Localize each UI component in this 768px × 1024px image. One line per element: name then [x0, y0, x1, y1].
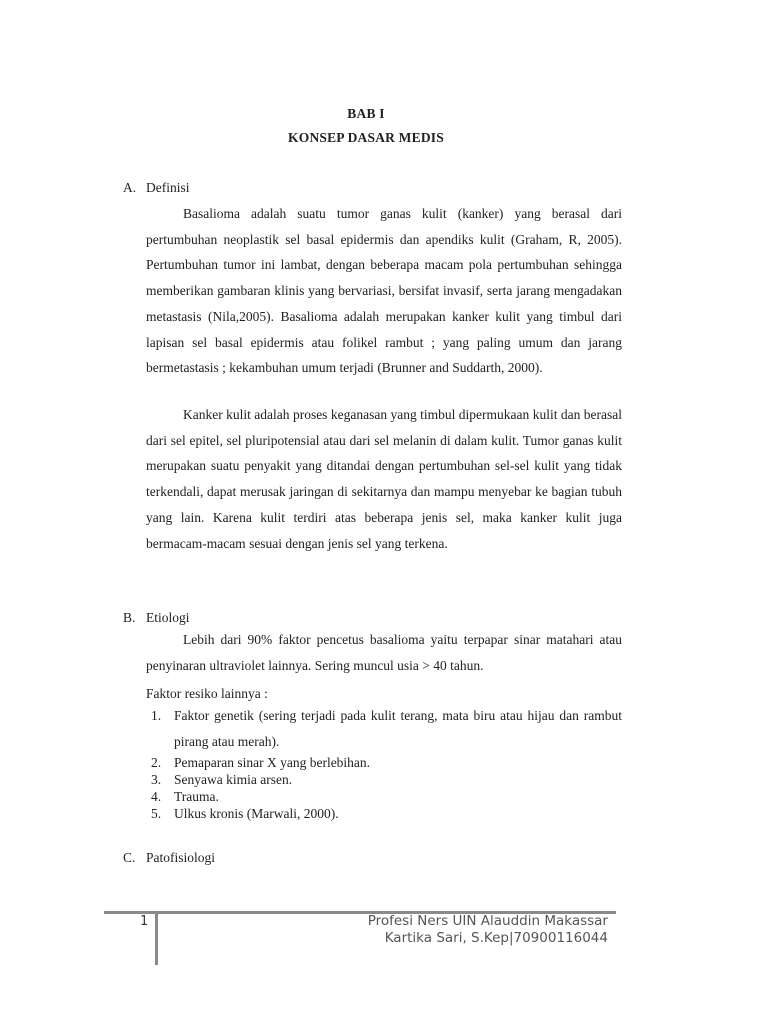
page-number: 1: [140, 914, 149, 929]
list-item-text: Trauma.: [174, 789, 219, 804]
list-item-text: Pemaparan sinar X yang berlebihan.: [174, 755, 371, 770]
list-item-number: 3.: [151, 772, 162, 787]
etiologi-paragraph: Lebih dari 90% faktor pencetus basalioma yaitu terpapar sinar matahari atau penyinaran ultraviolet lainnya. Sering muncul usia > 40 tahun.: [146, 632, 622, 673]
list-item-number: 4.: [151, 789, 162, 804]
footer-line-1: Profesi Ners UIN Alauddin Makassar: [367, 913, 608, 929]
faktor-resiko-intro: Faktor resiko lainnya :: [146, 686, 268, 701]
list-item-number: 1.: [151, 708, 162, 723]
chapter-number: BAB I: [347, 106, 385, 121]
section-b-marker: B.: [123, 610, 136, 625]
list-item-number: 2.: [151, 755, 162, 770]
list-item: [146, 788, 622, 805]
list-item-number: 5.: [151, 806, 162, 821]
definisi-paragraph-2: Kanker kulit adalah proses keganasan yang timbul dipermukaan kulit dan berasal dari sel epitel, sel pluripotensial atau dari sel melanin di dalam kulit. Tumor ganas kulit merupakan suatu penyakit yang ditandai dengan pertumbuhan sel-sel kulit yang tidak terkendali, dapat merusak jaringan di sekitarnya dan mampu menyebar ke bagian tubuh yang lain. Karena kulit terdiri atas beberapa jenis sel, maka kanker kulit juga bermacam-macam sesuai dengan jenis sel yang terkena.: [146, 407, 622, 551]
footer-line-2: Kartika Sari, S.Kep|70900116044: [384, 930, 608, 946]
list-item-text: Faktor genetik (sering terjadi pada kulit terang, mata biru atau hijau dan rambut pirang atau merah).: [174, 708, 622, 749]
section-a-marker: A.: [123, 180, 137, 195]
section-b-title: Etiologi: [146, 610, 190, 625]
list-item: [146, 805, 622, 822]
section-c-title: Patofisiologi: [146, 850, 216, 865]
section-a-title: Definisi: [146, 180, 190, 195]
list-item-text: Senyawa kimia arsen.: [174, 772, 293, 787]
footer-vertical-divider: [155, 911, 158, 965]
definisi-paragraph-1: Basalioma adalah suatu tumor ganas kulit (kanker) yang berasal dari pertumbuhan neoplastik sel basal epidermis dan apendiks kulit (Graham, R, 2005). Pertumbuhan tumor ini lambat, dengan beberapa macam pola pertumbuhan sehingga memberikan gambaran klinis yang bervariasi, bersifat invasif, serta jarang mengadakan metastasis (Nila,2005). Basalioma adalah merupakan kanker kulit yang timbul dari lapisan sel basal epidermis atau folikel rambut ; yang paling umum dan jarang bermetastasis ; kekambuhan umum terjadi (Brunner and Suddarth, 2000).: [146, 206, 622, 376]
chapter-title: KONSEP DASAR MEDIS: [288, 130, 444, 145]
section-c-marker: C.: [123, 850, 136, 865]
list-item-text: Ulkus kronis (Marwali, 2000).: [174, 806, 339, 821]
list-item: [146, 754, 622, 771]
list-item: [146, 703, 622, 754]
risk-factor-list: [146, 703, 622, 822]
list-item: [146, 771, 622, 788]
footer-credit: [368, 913, 608, 947]
